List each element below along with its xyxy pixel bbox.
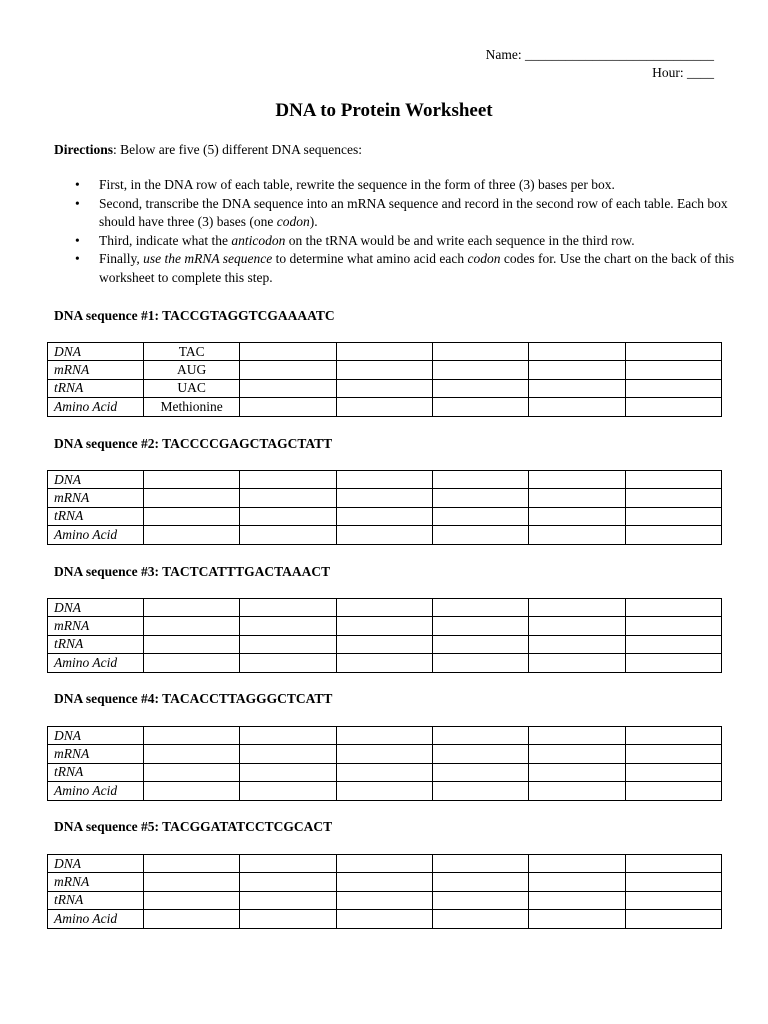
- codon-cell[interactable]: [144, 910, 240, 928]
- sequence-label-2: DNA sequence #2: TACCCCGAGCTAGCTATT: [54, 436, 333, 451]
- codon-cell[interactable]: [432, 763, 528, 781]
- codon-cell[interactable]: [336, 855, 432, 873]
- codon-cell[interactable]: [336, 361, 432, 379]
- codon-cell[interactable]: [144, 873, 240, 891]
- sequence-label-4: DNA sequence #4: TACACCTTAGGGCTCATT: [54, 691, 333, 706]
- table-row: [48, 471, 722, 489]
- codon-cell[interactable]: [529, 617, 625, 635]
- table-row: [48, 727, 722, 745]
- table-row: [48, 873, 722, 891]
- table-row: [48, 361, 722, 379]
- codon-cell[interactable]: [625, 489, 721, 507]
- codon-cell[interactable]: [336, 507, 432, 525]
- codon-cell[interactable]: [529, 910, 625, 928]
- codon-cell[interactable]: [240, 343, 336, 361]
- table-row: [48, 745, 722, 763]
- codon-cell[interactable]: [625, 599, 721, 617]
- codon-cell[interactable]: [144, 891, 240, 909]
- codon-cell[interactable]: [432, 654, 528, 672]
- row-label: tRNA: [48, 507, 144, 525]
- codon-cell[interactable]: [336, 398, 432, 416]
- table-row: [48, 855, 722, 873]
- codon-cell[interactable]: [240, 782, 336, 800]
- row-label: mRNA: [48, 361, 144, 379]
- codon-table-1: [47, 342, 722, 417]
- codon-cell[interactable]: [529, 891, 625, 909]
- codon-cell[interactable]: [336, 379, 432, 397]
- codon-cell[interactable]: [529, 507, 625, 525]
- codon-cell[interactable]: [432, 526, 528, 544]
- codon-cell[interactable]: [625, 873, 721, 891]
- table-row: [48, 654, 722, 672]
- codon-cell[interactable]: [432, 910, 528, 928]
- codon-cell[interactable]: [625, 507, 721, 525]
- codon-cell[interactable]: [336, 617, 432, 635]
- codon-cell[interactable]: [240, 635, 336, 653]
- table-row: [48, 617, 722, 635]
- codon-cell[interactable]: [144, 599, 240, 617]
- codon-cell[interactable]: [144, 526, 240, 544]
- sequence-label-3: DNA sequence #3: TACTCATTTGACTAAACT: [54, 564, 331, 579]
- name-field[interactable]: Name: ____________________________: [485, 47, 714, 62]
- codon-cell[interactable]: [529, 635, 625, 653]
- codon-cell[interactable]: [432, 855, 528, 873]
- codon-cell[interactable]: [625, 526, 721, 544]
- directions: [54, 142, 362, 158]
- codon-cell[interactable]: [240, 398, 336, 416]
- codon-cell[interactable]: [625, 782, 721, 800]
- instruction-item: • Third, indicate what the anticodon on the tRNA would be and write each sequence in the third row.: [99, 232, 761, 251]
- codon-cell[interactable]: [144, 745, 240, 763]
- codon-cell[interactable]: [240, 471, 336, 489]
- codon-cell[interactable]: [432, 379, 528, 397]
- codon-cell[interactable]: [432, 782, 528, 800]
- instruction-item: • First, in the DNA row of each table, rewrite the sequence in the form of three (3) bases per box.: [99, 176, 761, 195]
- codon-cell[interactable]: [336, 873, 432, 891]
- codon-cell[interactable]: [625, 617, 721, 635]
- codon-cell[interactable]: [240, 873, 336, 891]
- table-row: [48, 599, 722, 617]
- instruction-item: • Finally, use the mRNA sequence to determine what amino acid each codon codes for. Use the chart on the back of this worksheet to complete this step.: [99, 250, 761, 287]
- codon-cell[interactable]: [240, 617, 336, 635]
- codon-cell[interactable]: [625, 361, 721, 379]
- codon-cell[interactable]: [144, 635, 240, 653]
- table-row: [48, 763, 722, 781]
- row-label: DNA: [48, 855, 144, 873]
- codon-cell[interactable]: [432, 507, 528, 525]
- codon-cell[interactable]: Methionine: [144, 398, 240, 416]
- codon-cell[interactable]: [240, 526, 336, 544]
- codon-cell[interactable]: [529, 782, 625, 800]
- directions-text: : Below are five (5) different DNA sequences:: [113, 142, 363, 157]
- table-row: [48, 910, 722, 928]
- codon-cell[interactable]: [336, 599, 432, 617]
- codon-cell[interactable]: [336, 471, 432, 489]
- codon-cell[interactable]: [336, 745, 432, 763]
- codon-cell[interactable]: [336, 343, 432, 361]
- table-row: [48, 398, 722, 416]
- codon-cell[interactable]: [432, 745, 528, 763]
- codon-cell[interactable]: [240, 727, 336, 745]
- row-label: tRNA: [48, 763, 144, 781]
- row-label: mRNA: [48, 489, 144, 507]
- codon-cell[interactable]: [432, 727, 528, 745]
- codon-cell[interactable]: [432, 361, 528, 379]
- codon-cell[interactable]: [432, 343, 528, 361]
- codon-cell[interactable]: [336, 654, 432, 672]
- codon-table-2: [47, 470, 722, 545]
- row-label: tRNA: [48, 891, 144, 909]
- row-label: tRNA: [48, 635, 144, 653]
- codon-cell[interactable]: [240, 599, 336, 617]
- codon-cell[interactable]: [432, 398, 528, 416]
- codon-cell[interactable]: [336, 891, 432, 909]
- codon-cell[interactable]: [144, 855, 240, 873]
- row-label: mRNA: [48, 745, 144, 763]
- codon-cell[interactable]: TAC: [144, 343, 240, 361]
- codon-cell[interactable]: [240, 891, 336, 909]
- sequence-label-5: DNA sequence #5: TACGGATATCCTCGCACT: [54, 819, 333, 834]
- codon-cell[interactable]: [336, 727, 432, 745]
- codon-cell[interactable]: [625, 379, 721, 397]
- codon-cell[interactable]: [529, 398, 625, 416]
- codon-cell[interactable]: [529, 471, 625, 489]
- instruction-list: [54, 176, 761, 287]
- codon-cell[interactable]: [529, 763, 625, 781]
- codon-cell[interactable]: [529, 654, 625, 672]
- codon-cell[interactable]: [625, 910, 721, 928]
- codon-cell[interactable]: [529, 343, 625, 361]
- codon-cell[interactable]: [529, 727, 625, 745]
- row-label: DNA: [48, 727, 144, 745]
- codon-cell[interactable]: [432, 599, 528, 617]
- table-row: [48, 379, 722, 397]
- codon-cell[interactable]: [529, 489, 625, 507]
- codon-cell[interactable]: [625, 343, 721, 361]
- table-row: [48, 891, 722, 909]
- codon-cell[interactable]: [625, 398, 721, 416]
- codon-cell[interactable]: [336, 635, 432, 653]
- codon-cell[interactable]: [529, 745, 625, 763]
- row-label: DNA: [48, 599, 144, 617]
- codon-cell[interactable]: [529, 855, 625, 873]
- codon-cell[interactable]: [432, 873, 528, 891]
- codon-cell[interactable]: [240, 763, 336, 781]
- codon-cell[interactable]: [432, 617, 528, 635]
- row-label: DNA: [48, 471, 144, 489]
- codon-cell[interactable]: [144, 727, 240, 745]
- codon-cell[interactable]: [144, 489, 240, 507]
- codon-cell[interactable]: [529, 873, 625, 891]
- hour-field[interactable]: Hour: ____: [652, 65, 714, 80]
- codon-cell[interactable]: [336, 782, 432, 800]
- codon-cell[interactable]: [144, 507, 240, 525]
- codon-cell[interactable]: [625, 654, 721, 672]
- codon-cell[interactable]: [144, 763, 240, 781]
- table-row: [48, 343, 722, 361]
- codon-cell[interactable]: [336, 489, 432, 507]
- codon-cell[interactable]: [144, 617, 240, 635]
- row-label: Amino Acid: [48, 398, 144, 416]
- row-label: Amino Acid: [48, 654, 144, 672]
- codon-cell[interactable]: [336, 910, 432, 928]
- codon-cell[interactable]: [240, 910, 336, 928]
- table-row: [48, 782, 722, 800]
- row-label: Amino Acid: [48, 782, 144, 800]
- codon-cell[interactable]: [529, 379, 625, 397]
- codon-cell[interactable]: [625, 635, 721, 653]
- directions-label: Directions: [54, 142, 113, 157]
- codon-cell[interactable]: [432, 635, 528, 653]
- codon-cell[interactable]: AUG: [144, 361, 240, 379]
- codon-cell[interactable]: [432, 891, 528, 909]
- table-row: [48, 635, 722, 653]
- codon-cell[interactable]: [529, 526, 625, 544]
- codon-cell[interactable]: [144, 654, 240, 672]
- codon-table-5: [47, 854, 722, 929]
- codon-cell[interactable]: [240, 489, 336, 507]
- codon-cell[interactable]: [529, 599, 625, 617]
- codon-cell[interactable]: [432, 489, 528, 507]
- codon-cell[interactable]: [240, 654, 336, 672]
- page-title: DNA to Protein Worksheet: [275, 100, 493, 121]
- codon-cell[interactable]: UAC: [144, 379, 240, 397]
- codon-table-4: [47, 726, 722, 801]
- codon-cell[interactable]: [625, 727, 721, 745]
- row-label: Amino Acid: [48, 910, 144, 928]
- codon-cell[interactable]: [336, 763, 432, 781]
- instruction-item: • Second, transcribe the DNA sequence into an mRNA sequence and record in the second row of each table. Each box should have three (3) bases (one codon).: [99, 195, 761, 232]
- table-row: [48, 489, 722, 507]
- codon-cell[interactable]: [529, 361, 625, 379]
- codon-cell[interactable]: [625, 745, 721, 763]
- sequence-label-1: DNA sequence #1: TACCGTAGGTCGAAAATC: [54, 308, 335, 323]
- row-label: tRNA: [48, 379, 144, 397]
- codon-cell[interactable]: [625, 891, 721, 909]
- codon-cell[interactable]: [240, 361, 336, 379]
- row-label: mRNA: [48, 617, 144, 635]
- codon-cell[interactable]: [240, 745, 336, 763]
- row-label: mRNA: [48, 873, 144, 891]
- codon-cell[interactable]: [240, 379, 336, 397]
- codon-table-3: [47, 598, 722, 673]
- codon-cell[interactable]: [240, 507, 336, 525]
- codon-cell[interactable]: [240, 855, 336, 873]
- codon-cell[interactable]: [144, 782, 240, 800]
- codon-cell[interactable]: [144, 471, 240, 489]
- codon-cell[interactable]: [625, 471, 721, 489]
- codon-cell[interactable]: [625, 855, 721, 873]
- table-row: [48, 526, 722, 544]
- row-label: Amino Acid: [48, 526, 144, 544]
- row-label: DNA: [48, 343, 144, 361]
- codon-cell[interactable]: [625, 763, 721, 781]
- codon-cell[interactable]: [432, 471, 528, 489]
- table-row: [48, 507, 722, 525]
- codon-cell[interactable]: [336, 526, 432, 544]
